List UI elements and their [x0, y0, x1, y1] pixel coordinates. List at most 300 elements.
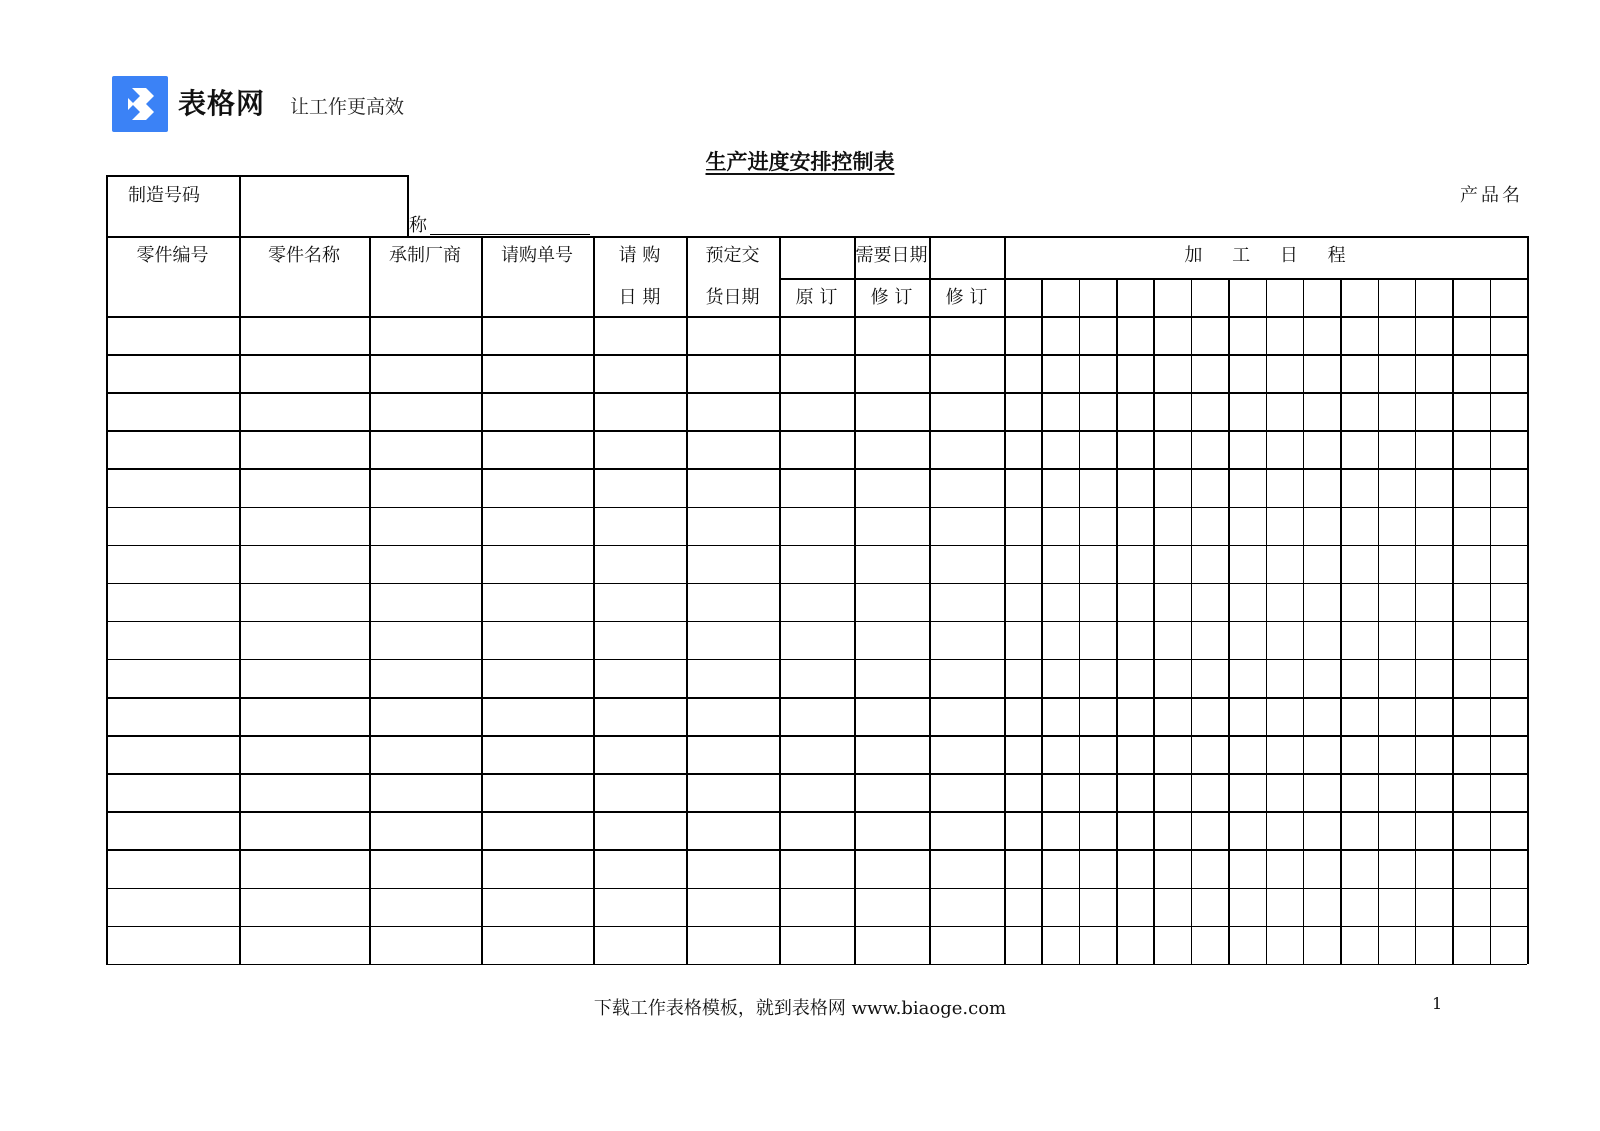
- process-day-cell[interactable]: [1305, 547, 1339, 582]
- process-day-cell[interactable]: [1081, 509, 1115, 544]
- table-cell[interactable]: [108, 890, 238, 925]
- process-day-cell[interactable]: [1380, 890, 1414, 925]
- process-day-cell[interactable]: [1118, 737, 1152, 772]
- table-cell[interactable]: [483, 394, 592, 429]
- process-day-cell[interactable]: [1342, 661, 1376, 696]
- table-cell[interactable]: [688, 661, 778, 696]
- process-day-cell[interactable]: [1230, 851, 1264, 886]
- process-day-cell[interactable]: [1118, 928, 1152, 963]
- process-day-cell[interactable]: [1081, 928, 1115, 963]
- process-day-cell[interactable]: [1081, 851, 1115, 886]
- process-day-cell[interactable]: [1454, 699, 1488, 734]
- table-cell[interactable]: [483, 356, 592, 391]
- table-cell[interactable]: [371, 547, 480, 582]
- process-day-cell[interactable]: [1454, 356, 1488, 391]
- process-day-cell[interactable]: [1492, 470, 1526, 505]
- process-day-cell[interactable]: [1043, 661, 1077, 696]
- table-cell[interactable]: [856, 737, 928, 772]
- process-day-cell[interactable]: [1492, 432, 1526, 467]
- table-cell[interactable]: [688, 394, 778, 429]
- process-day-cell[interactable]: [1417, 737, 1451, 772]
- table-cell[interactable]: [371, 470, 480, 505]
- process-day-cell[interactable]: [1081, 394, 1115, 429]
- process-day-cell[interactable]: [1118, 585, 1152, 620]
- process-day-cell[interactable]: [1342, 585, 1376, 620]
- process-day-cell[interactable]: [1342, 737, 1376, 772]
- table-cell[interactable]: [108, 737, 238, 772]
- process-day-cell[interactable]: [1006, 737, 1040, 772]
- table-cell[interactable]: [931, 813, 1003, 848]
- table-cell[interactable]: [781, 585, 853, 620]
- process-day-cell[interactable]: [1155, 813, 1189, 848]
- process-day-cell[interactable]: [1454, 851, 1488, 886]
- table-cell[interactable]: [371, 928, 480, 963]
- table-cell[interactable]: [483, 661, 592, 696]
- table-cell[interactable]: [595, 432, 685, 467]
- table-cell[interactable]: [856, 928, 928, 963]
- process-day-cell[interactable]: [1081, 737, 1115, 772]
- table-cell[interactable]: [371, 509, 480, 544]
- process-day-cell[interactable]: [1268, 890, 1302, 925]
- table-cell[interactable]: [108, 699, 238, 734]
- table-cell[interactable]: [931, 394, 1003, 429]
- process-day-cell[interactable]: [1043, 928, 1077, 963]
- process-day-cell[interactable]: [1454, 623, 1488, 658]
- table-cell[interactable]: [108, 470, 238, 505]
- process-day-cell[interactable]: [1193, 890, 1227, 925]
- process-day-cell[interactable]: [1006, 318, 1040, 353]
- table-cell[interactable]: [688, 775, 778, 810]
- process-day-cell[interactable]: [1043, 318, 1077, 353]
- process-day-cell[interactable]: [1043, 585, 1077, 620]
- process-day-cell[interactable]: [1006, 509, 1040, 544]
- table-cell[interactable]: [781, 890, 853, 925]
- process-day-cell[interactable]: [1193, 775, 1227, 810]
- process-day-cell[interactable]: [1155, 775, 1189, 810]
- table-cell[interactable]: [931, 737, 1003, 772]
- table-cell[interactable]: [595, 585, 685, 620]
- process-day-cell[interactable]: [1305, 394, 1339, 429]
- process-day-cell[interactable]: [1081, 432, 1115, 467]
- process-day-cell[interactable]: [1342, 775, 1376, 810]
- process-day-cell[interactable]: [1417, 394, 1451, 429]
- process-day-cell[interactable]: [1417, 509, 1451, 544]
- process-day-cell[interactable]: [1155, 432, 1189, 467]
- process-day-cell[interactable]: [1006, 394, 1040, 429]
- process-day-cell[interactable]: [1342, 699, 1376, 734]
- process-day-cell[interactable]: [1118, 623, 1152, 658]
- product-name-field[interactable]: [430, 210, 590, 234]
- process-day-cell[interactable]: [1118, 318, 1152, 353]
- process-day-cell[interactable]: [1006, 813, 1040, 848]
- process-day-cell[interactable]: [1380, 699, 1414, 734]
- process-day-cell[interactable]: [1380, 394, 1414, 429]
- process-day-cell[interactable]: [1417, 775, 1451, 810]
- process-day-cell[interactable]: [1417, 928, 1451, 963]
- process-day-cell[interactable]: [1118, 699, 1152, 734]
- table-cell[interactable]: [241, 813, 368, 848]
- table-cell[interactable]: [856, 661, 928, 696]
- table-cell[interactable]: [595, 547, 685, 582]
- process-day-cell[interactable]: [1155, 737, 1189, 772]
- table-cell[interactable]: [781, 928, 853, 963]
- process-day-cell[interactable]: [1305, 509, 1339, 544]
- process-day-cell[interactable]: [1305, 737, 1339, 772]
- process-day-cell[interactable]: [1081, 547, 1115, 582]
- process-day-cell[interactable]: [1043, 509, 1077, 544]
- process-day-cell[interactable]: [1454, 394, 1488, 429]
- process-day-cell[interactable]: [1230, 318, 1264, 353]
- table-cell[interactable]: [483, 775, 592, 810]
- process-day-cell[interactable]: [1193, 318, 1227, 353]
- table-cell[interactable]: [856, 509, 928, 544]
- process-day-cell[interactable]: [1492, 661, 1526, 696]
- table-cell[interactable]: [108, 623, 238, 658]
- process-day-cell[interactable]: [1043, 890, 1077, 925]
- process-day-cell[interactable]: [1268, 585, 1302, 620]
- process-day-cell[interactable]: [1342, 394, 1376, 429]
- table-cell[interactable]: [483, 470, 592, 505]
- process-day-cell[interactable]: [1230, 775, 1264, 810]
- table-cell[interactable]: [781, 775, 853, 810]
- table-cell[interactable]: [856, 585, 928, 620]
- process-day-cell[interactable]: [1081, 585, 1115, 620]
- table-cell[interactable]: [856, 623, 928, 658]
- table-cell[interactable]: [595, 356, 685, 391]
- process-day-cell[interactable]: [1342, 509, 1376, 544]
- table-cell[interactable]: [241, 470, 368, 505]
- table-cell[interactable]: [931, 318, 1003, 353]
- process-day-cell[interactable]: [1193, 699, 1227, 734]
- table-cell[interactable]: [108, 928, 238, 963]
- process-day-cell[interactable]: [1417, 432, 1451, 467]
- process-day-cell[interactable]: [1193, 356, 1227, 391]
- process-day-cell[interactable]: [1305, 623, 1339, 658]
- process-day-cell[interactable]: [1417, 661, 1451, 696]
- table-cell[interactable]: [371, 813, 480, 848]
- table-cell[interactable]: [931, 509, 1003, 544]
- table-cell[interactable]: [781, 318, 853, 353]
- table-cell[interactable]: [781, 547, 853, 582]
- table-cell[interactable]: [483, 890, 592, 925]
- process-day-cell[interactable]: [1305, 661, 1339, 696]
- process-day-cell[interactable]: [1230, 737, 1264, 772]
- process-day-cell[interactable]: [1492, 318, 1526, 353]
- table-cell[interactable]: [688, 356, 778, 391]
- table-cell[interactable]: [108, 318, 238, 353]
- table-cell[interactable]: [108, 394, 238, 429]
- process-day-cell[interactable]: [1492, 585, 1526, 620]
- process-day-cell[interactable]: [1006, 547, 1040, 582]
- table-cell[interactable]: [371, 737, 480, 772]
- table-cell[interactable]: [371, 699, 480, 734]
- process-day-cell[interactable]: [1230, 890, 1264, 925]
- table-cell[interactable]: [595, 661, 685, 696]
- process-day-cell[interactable]: [1118, 813, 1152, 848]
- table-cell[interactable]: [856, 890, 928, 925]
- table-cell[interactable]: [781, 356, 853, 391]
- table-cell[interactable]: [595, 928, 685, 963]
- process-day-cell[interactable]: [1043, 470, 1077, 505]
- process-day-cell[interactable]: [1118, 775, 1152, 810]
- process-day-cell[interactable]: [1417, 890, 1451, 925]
- process-day-cell[interactable]: [1006, 851, 1040, 886]
- process-day-cell[interactable]: [1305, 813, 1339, 848]
- table-cell[interactable]: [856, 394, 928, 429]
- process-day-cell[interactable]: [1155, 585, 1189, 620]
- table-cell[interactable]: [108, 775, 238, 810]
- table-cell[interactable]: [856, 851, 928, 886]
- process-day-cell[interactable]: [1305, 470, 1339, 505]
- process-day-cell[interactable]: [1492, 851, 1526, 886]
- table-cell[interactable]: [931, 890, 1003, 925]
- process-day-cell[interactable]: [1118, 890, 1152, 925]
- process-day-cell[interactable]: [1230, 547, 1264, 582]
- process-day-cell[interactable]: [1492, 737, 1526, 772]
- process-day-cell[interactable]: [1454, 775, 1488, 810]
- process-day-cell[interactable]: [1305, 318, 1339, 353]
- process-day-cell[interactable]: [1417, 470, 1451, 505]
- table-cell[interactable]: [483, 928, 592, 963]
- process-day-cell[interactable]: [1268, 318, 1302, 353]
- process-day-cell[interactable]: [1193, 432, 1227, 467]
- table-cell[interactable]: [241, 509, 368, 544]
- table-cell[interactable]: [241, 547, 368, 582]
- process-day-cell[interactable]: [1006, 699, 1040, 734]
- process-day-cell[interactable]: [1342, 356, 1376, 391]
- table-cell[interactable]: [931, 547, 1003, 582]
- process-day-cell[interactable]: [1417, 318, 1451, 353]
- table-cell[interactable]: [781, 851, 853, 886]
- process-day-cell[interactable]: [1454, 432, 1488, 467]
- table-cell[interactable]: [241, 928, 368, 963]
- table-cell[interactable]: [595, 890, 685, 925]
- process-day-cell[interactable]: [1118, 470, 1152, 505]
- process-day-cell[interactable]: [1305, 585, 1339, 620]
- process-day-cell[interactable]: [1118, 661, 1152, 696]
- process-day-cell[interactable]: [1155, 509, 1189, 544]
- process-day-cell[interactable]: [1454, 547, 1488, 582]
- process-day-cell[interactable]: [1268, 356, 1302, 391]
- process-day-cell[interactable]: [1230, 509, 1264, 544]
- process-day-cell[interactable]: [1268, 623, 1302, 658]
- process-day-cell[interactable]: [1417, 585, 1451, 620]
- table-cell[interactable]: [241, 890, 368, 925]
- table-cell[interactable]: [371, 318, 480, 353]
- process-day-cell[interactable]: [1268, 470, 1302, 505]
- process-day-cell[interactable]: [1492, 813, 1526, 848]
- process-day-cell[interactable]: [1081, 623, 1115, 658]
- process-day-cell[interactable]: [1118, 509, 1152, 544]
- process-day-cell[interactable]: [1193, 470, 1227, 505]
- table-cell[interactable]: [241, 432, 368, 467]
- table-cell[interactable]: [483, 699, 592, 734]
- process-day-cell[interactable]: [1155, 547, 1189, 582]
- process-day-cell[interactable]: [1193, 509, 1227, 544]
- process-day-cell[interactable]: [1492, 509, 1526, 544]
- process-day-cell[interactable]: [1006, 928, 1040, 963]
- process-day-cell[interactable]: [1081, 661, 1115, 696]
- table-cell[interactable]: [483, 318, 592, 353]
- table-cell[interactable]: [483, 547, 592, 582]
- process-day-cell[interactable]: [1118, 851, 1152, 886]
- process-day-cell[interactable]: [1492, 928, 1526, 963]
- process-day-cell[interactable]: [1043, 547, 1077, 582]
- table-cell[interactable]: [781, 394, 853, 429]
- table-cell[interactable]: [595, 623, 685, 658]
- process-day-cell[interactable]: [1118, 547, 1152, 582]
- table-cell[interactable]: [241, 699, 368, 734]
- table-cell[interactable]: [856, 775, 928, 810]
- process-day-cell[interactable]: [1081, 699, 1115, 734]
- table-cell[interactable]: [688, 432, 778, 467]
- process-day-cell[interactable]: [1230, 699, 1264, 734]
- table-cell[interactable]: [595, 699, 685, 734]
- process-day-cell[interactable]: [1342, 890, 1376, 925]
- table-cell[interactable]: [483, 813, 592, 848]
- table-cell[interactable]: [595, 851, 685, 886]
- process-day-cell[interactable]: [1417, 699, 1451, 734]
- table-cell[interactable]: [688, 699, 778, 734]
- table-cell[interactable]: [241, 661, 368, 696]
- table-cell[interactable]: [781, 623, 853, 658]
- table-cell[interactable]: [931, 928, 1003, 963]
- process-day-cell[interactable]: [1043, 813, 1077, 848]
- process-day-cell[interactable]: [1155, 356, 1189, 391]
- process-day-cell[interactable]: [1006, 623, 1040, 658]
- process-day-cell[interactable]: [1043, 699, 1077, 734]
- process-day-cell[interactable]: [1193, 813, 1227, 848]
- process-day-cell[interactable]: [1417, 547, 1451, 582]
- table-cell[interactable]: [483, 737, 592, 772]
- process-day-cell[interactable]: [1454, 813, 1488, 848]
- process-day-cell[interactable]: [1268, 661, 1302, 696]
- process-day-cell[interactable]: [1081, 356, 1115, 391]
- process-day-cell[interactable]: [1155, 928, 1189, 963]
- process-day-cell[interactable]: [1380, 623, 1414, 658]
- process-day-cell[interactable]: [1155, 851, 1189, 886]
- process-day-cell[interactable]: [1230, 928, 1264, 963]
- process-day-cell[interactable]: [1268, 699, 1302, 734]
- process-day-cell[interactable]: [1454, 890, 1488, 925]
- process-day-cell[interactable]: [1043, 432, 1077, 467]
- process-day-cell[interactable]: [1305, 432, 1339, 467]
- process-day-cell[interactable]: [1230, 623, 1264, 658]
- table-cell[interactable]: [371, 851, 480, 886]
- table-cell[interactable]: [371, 661, 480, 696]
- process-day-cell[interactable]: [1268, 547, 1302, 582]
- table-cell[interactable]: [688, 547, 778, 582]
- process-day-cell[interactable]: [1268, 432, 1302, 467]
- process-day-cell[interactable]: [1454, 661, 1488, 696]
- table-cell[interactable]: [483, 432, 592, 467]
- process-day-cell[interactable]: [1268, 775, 1302, 810]
- process-day-cell[interactable]: [1268, 928, 1302, 963]
- table-cell[interactable]: [371, 585, 480, 620]
- table-cell[interactable]: [931, 623, 1003, 658]
- table-cell[interactable]: [688, 813, 778, 848]
- mfg-no-field[interactable]: [241, 177, 405, 235]
- table-cell[interactable]: [483, 623, 592, 658]
- process-day-cell[interactable]: [1118, 432, 1152, 467]
- process-day-cell[interactable]: [1342, 432, 1376, 467]
- process-day-cell[interactable]: [1380, 585, 1414, 620]
- table-cell[interactable]: [856, 813, 928, 848]
- table-cell[interactable]: [856, 547, 928, 582]
- process-day-cell[interactable]: [1305, 890, 1339, 925]
- process-day-cell[interactable]: [1193, 394, 1227, 429]
- process-day-cell[interactable]: [1193, 661, 1227, 696]
- process-day-cell[interactable]: [1342, 318, 1376, 353]
- table-cell[interactable]: [595, 318, 685, 353]
- process-day-cell[interactable]: [1268, 851, 1302, 886]
- process-day-cell[interactable]: [1417, 851, 1451, 886]
- process-day-cell[interactable]: [1305, 851, 1339, 886]
- process-day-cell[interactable]: [1342, 470, 1376, 505]
- process-day-cell[interactable]: [1268, 813, 1302, 848]
- process-day-cell[interactable]: [1155, 470, 1189, 505]
- table-cell[interactable]: [781, 699, 853, 734]
- process-day-cell[interactable]: [1006, 585, 1040, 620]
- process-day-cell[interactable]: [1268, 737, 1302, 772]
- process-day-cell[interactable]: [1043, 851, 1077, 886]
- process-day-cell[interactable]: [1380, 356, 1414, 391]
- process-day-cell[interactable]: [1492, 623, 1526, 658]
- process-day-cell[interactable]: [1043, 356, 1077, 391]
- process-day-cell[interactable]: [1342, 851, 1376, 886]
- table-cell[interactable]: [688, 470, 778, 505]
- table-cell[interactable]: [688, 928, 778, 963]
- process-day-cell[interactable]: [1342, 928, 1376, 963]
- process-day-cell[interactable]: [1380, 470, 1414, 505]
- process-day-cell[interactable]: [1380, 432, 1414, 467]
- process-day-cell[interactable]: [1454, 318, 1488, 353]
- table-cell[interactable]: [241, 318, 368, 353]
- process-day-cell[interactable]: [1193, 928, 1227, 963]
- process-day-cell[interactable]: [1342, 623, 1376, 658]
- process-day-cell[interactable]: [1006, 432, 1040, 467]
- table-cell[interactable]: [781, 509, 853, 544]
- process-day-cell[interactable]: [1193, 737, 1227, 772]
- table-cell[interactable]: [108, 585, 238, 620]
- process-day-cell[interactable]: [1417, 813, 1451, 848]
- table-cell[interactable]: [688, 318, 778, 353]
- process-day-cell[interactable]: [1155, 623, 1189, 658]
- table-cell[interactable]: [241, 737, 368, 772]
- table-cell[interactable]: [688, 585, 778, 620]
- process-day-cell[interactable]: [1006, 356, 1040, 391]
- table-cell[interactable]: [781, 813, 853, 848]
- process-day-cell[interactable]: [1492, 775, 1526, 810]
- table-cell[interactable]: [241, 623, 368, 658]
- table-cell[interactable]: [781, 737, 853, 772]
- process-day-cell[interactable]: [1081, 775, 1115, 810]
- process-day-cell[interactable]: [1193, 547, 1227, 582]
- table-cell[interactable]: [856, 432, 928, 467]
- process-day-cell[interactable]: [1230, 432, 1264, 467]
- table-cell[interactable]: [108, 432, 238, 467]
- table-cell[interactable]: [483, 509, 592, 544]
- table-cell[interactable]: [931, 585, 1003, 620]
- process-day-cell[interactable]: [1043, 737, 1077, 772]
- process-day-cell[interactable]: [1380, 547, 1414, 582]
- process-day-cell[interactable]: [1492, 699, 1526, 734]
- table-cell[interactable]: [371, 775, 480, 810]
- table-cell[interactable]: [856, 470, 928, 505]
- table-cell[interactable]: [371, 394, 480, 429]
- table-cell[interactable]: [595, 509, 685, 544]
- process-day-cell[interactable]: [1380, 775, 1414, 810]
